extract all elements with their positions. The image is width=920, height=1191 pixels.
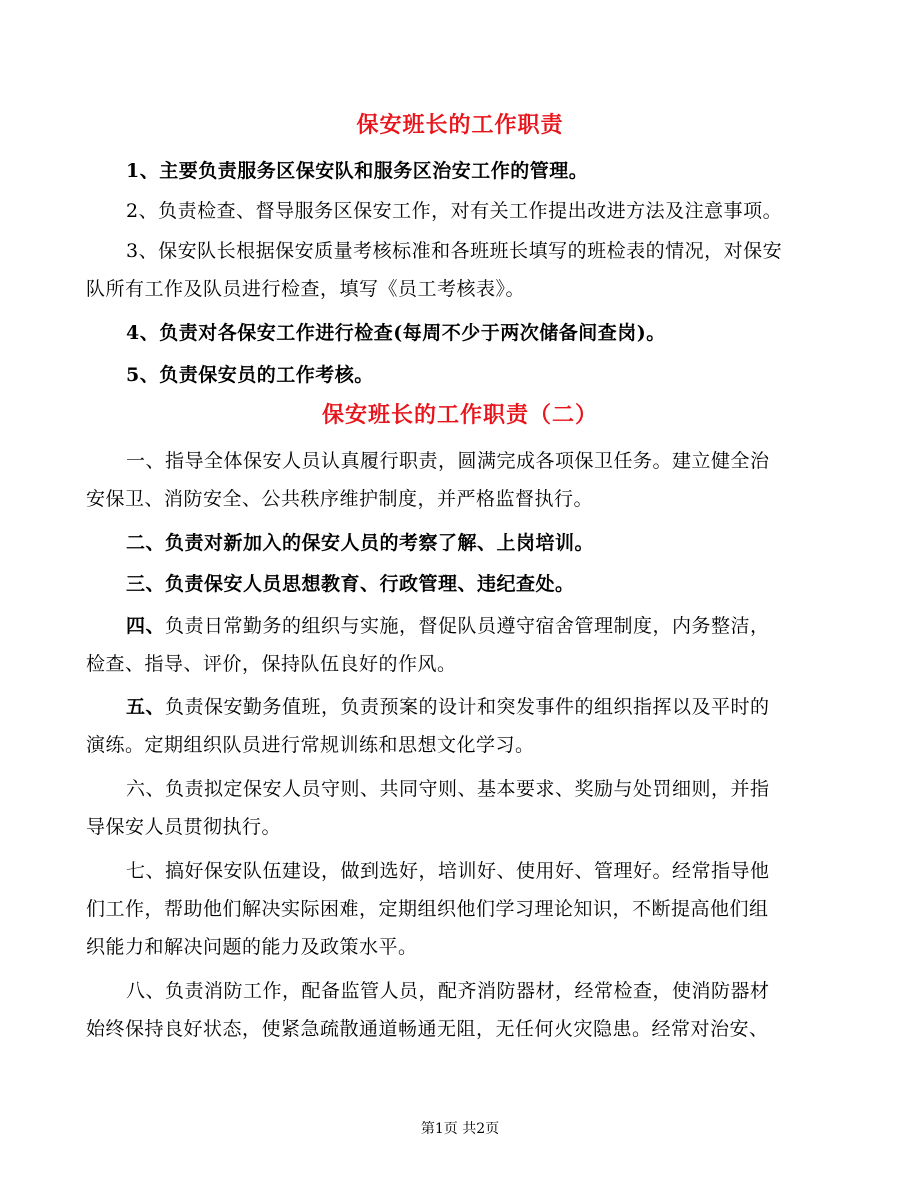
section2-p3-text: 三、负责保安人员思想教育、行政管理、违纪查处。 xyxy=(126,573,575,595)
section2-p7-line-3: 织能力和解决问题的能力及政策水平。 xyxy=(86,936,418,958)
section2-p2-text: 二、负责对新加入的保安人员的考察了解、上岗培训。 xyxy=(126,532,595,554)
section2-p7-line-2: 们工作，帮助他们解决实际困难，定期组织他们学习理论知识，不断提高他们组 xyxy=(86,898,769,920)
section2-paragraph-1 xyxy=(86,442,834,518)
section2-paragraph-6 xyxy=(86,770,834,846)
section1-item-5 xyxy=(86,356,834,394)
section1-item-5-text: 5、负责保安员的工作考核。 xyxy=(126,364,374,386)
section2-title: 保安班长的工作职责（二） xyxy=(321,402,598,428)
section2-p4-lead: 四、 xyxy=(126,615,166,637)
section2-p4-line-2: 检查、指导、评价，保持队伍良好的作风。 xyxy=(86,653,457,675)
section2-p8-line-2: 始终保持良好状态，使紧急疏散通道畅通无阻，无任何火灾隐患。经常对治安、 xyxy=(86,1018,769,1040)
section1-item-3-line-1: 3、保安队长根据保安质量考核标准和各班班长填写的班检表的情况，对保安 xyxy=(126,240,783,262)
section1-item-4 xyxy=(86,314,834,352)
section2-p6-line-2: 导保安人员贯彻执行。 xyxy=(86,816,282,838)
section1-item-4-text: 4、负责对各保安工作进行检查(每周不少于两次储备间查岗)。 xyxy=(126,322,666,344)
section2-paragraph-5 xyxy=(86,688,834,764)
section2-p8-line-1: 八、负责消防工作，配备监管人员，配齐消防器材，经常检查，使消防器材 xyxy=(126,980,770,1002)
section2-p4-line-1 xyxy=(86,607,834,645)
document-title: 保安班长的工作职责 xyxy=(356,112,564,138)
section2-paragraph-2 xyxy=(86,524,834,562)
section2-p4-line-1-rest: 负责日常勤务的组织与实施，督促队员遵守宿舍管理制度，内务整洁， xyxy=(165,615,770,637)
section2-p5-line-2: 演练。定期组织队员进行常规训练和思想文化学习。 xyxy=(86,734,535,756)
section1-item-2-text: 2、负责检查、督导服务区保安工作，对有关工作提出改进方法及注意事项。 xyxy=(126,200,783,222)
section2-p1-line-2: 安保卫、消防安全、公共秩序维护制度，并严格监督执行。 xyxy=(86,488,594,510)
page-footer: 第1页 共2页 xyxy=(420,1121,500,1137)
section2-paragraph-3 xyxy=(86,565,834,603)
section2-paragraph-4 xyxy=(86,607,834,683)
section1-item-1 xyxy=(86,152,834,190)
section2-p1-line-1: 一、指导全体保安人员认真履行职责，圆满完成各项保卫任务。建立健全治 xyxy=(126,450,770,472)
section2-p7-line-1: 七、搞好保安队伍建设，做到选好，培训好、使用好、管理好。经常指导他 xyxy=(126,860,770,882)
section1-item-2 xyxy=(86,192,834,230)
section2-p6-line-1: 六、负责拟定保安人员守则、共同守则、基本要求、奖励与处罚细则，并指 xyxy=(126,778,770,800)
section1-item-1-text: 1、主要负责服务区保安队和服务区治安工作的管理。 xyxy=(126,160,589,182)
section1-item-3-line-2: 队所有工作及队员进行检查，填写《员工考核表》。 xyxy=(86,278,526,300)
section1-item-3 xyxy=(86,232,834,308)
section2-paragraph-8 xyxy=(86,972,834,1048)
section2-p5-line-1-rest: 负责保安勤务值班，负责预案的设计和突发事件的组织指挥以及平时的 xyxy=(165,696,770,718)
section2-paragraph-7 xyxy=(86,852,834,966)
section2-p5-lead: 五、 xyxy=(126,696,166,718)
section2-p5-line-1 xyxy=(86,688,834,726)
